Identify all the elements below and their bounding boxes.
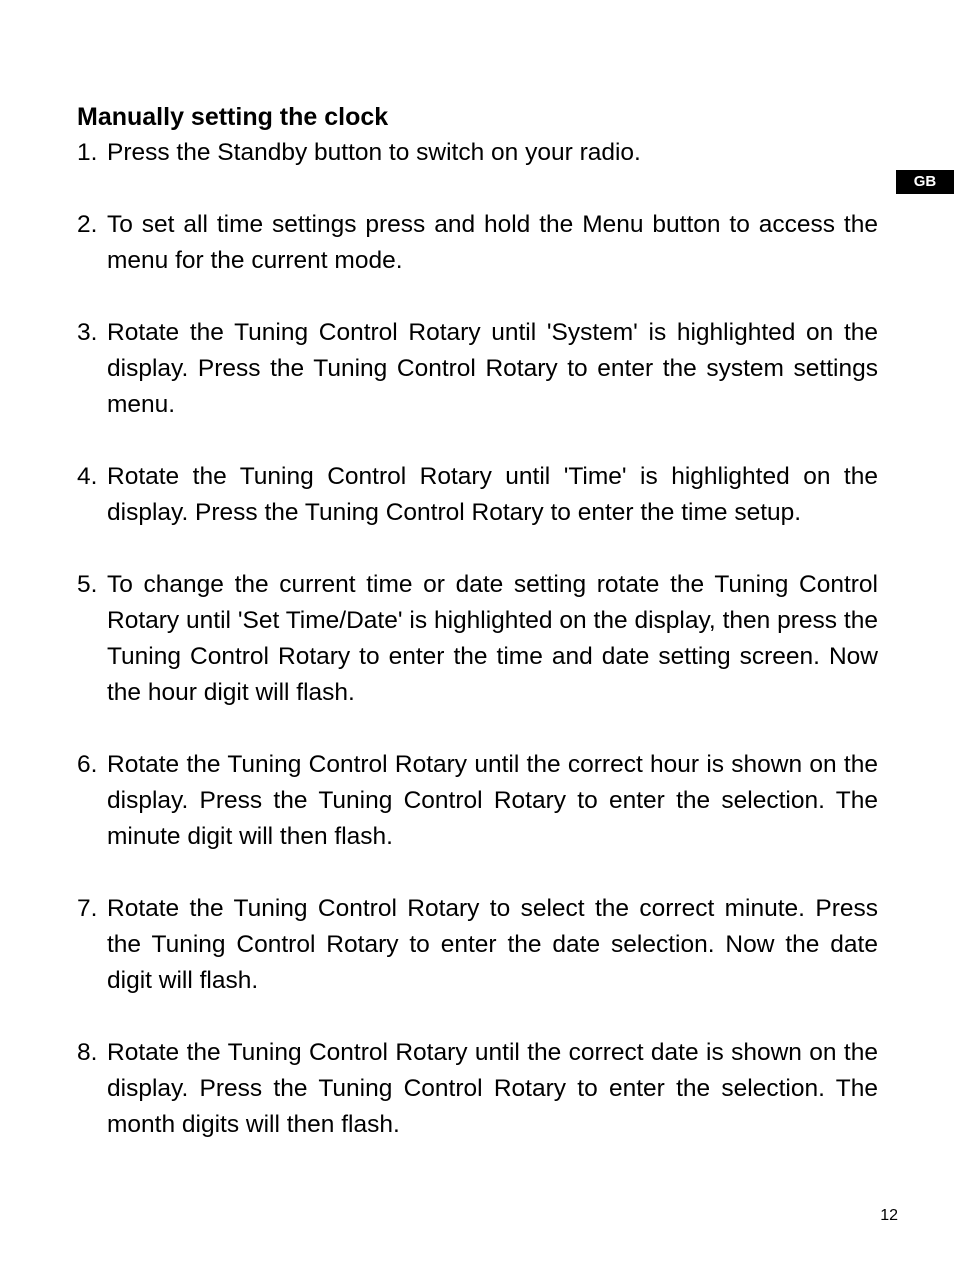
- step-number: 3.: [77, 319, 98, 346]
- step-text: Press the Standby button to switch on your radio.: [107, 139, 641, 166]
- step-number: 7.: [77, 895, 98, 922]
- step-number: 5.: [77, 571, 98, 598]
- step-number: 8.: [77, 1039, 98, 1066]
- step-item: [77, 747, 878, 855]
- step-number: 4.: [77, 463, 98, 490]
- page-number: 12: [880, 1207, 898, 1224]
- instruction-steps: [77, 135, 878, 1179]
- step-item: [77, 207, 878, 279]
- step-text: Rotate the Tuning Control Rotary until the correct hour is shown on the display. Press the Tuning Control Rotary to enter the selection. The minute digit will then flash.: [107, 751, 878, 850]
- step-item: [77, 135, 878, 171]
- step-text: Rotate the Tuning Control Rotary until the correct date is shown on the display. Press the Tuning Control Rotary to enter the selection. The month digits will then flash.: [107, 1039, 878, 1138]
- language-tab: GB: [896, 170, 954, 194]
- step-item: [77, 891, 878, 999]
- step-text: To change the current time or date setting rotate the Tuning Control Rotary until 'Set Time/Date' is highlighted on the display, then press the Tuning Control Rotary to enter the time and date setting screen. Now the hour digit will flash.: [107, 571, 878, 706]
- step-number: 1.: [77, 139, 98, 166]
- step-text: Rotate the Tuning Control Rotary until 'Time' is highlighted on the display. Press the Tuning Control Rotary to enter the time setup.: [107, 463, 878, 526]
- step-text: Rotate the Tuning Control Rotary until 'System' is highlighted on the display. Press the Tuning Control Rotary to enter the system settings menu.: [107, 319, 878, 418]
- step-number: 2.: [77, 211, 98, 238]
- step-item: [77, 1035, 878, 1143]
- step-text: To set all time settings press and hold the Menu button to access the menu for the current mode.: [107, 211, 878, 274]
- section-heading: Manually setting the clock: [77, 103, 389, 131]
- step-number: 6.: [77, 751, 98, 778]
- step-item: [77, 315, 878, 423]
- step-item: [77, 567, 878, 711]
- step-text: Rotate the Tuning Control Rotary to select the correct minute. Press the Tuning Control Rotary to enter the date selection. Now the date digit will flash.: [107, 895, 878, 994]
- step-item: [77, 459, 878, 531]
